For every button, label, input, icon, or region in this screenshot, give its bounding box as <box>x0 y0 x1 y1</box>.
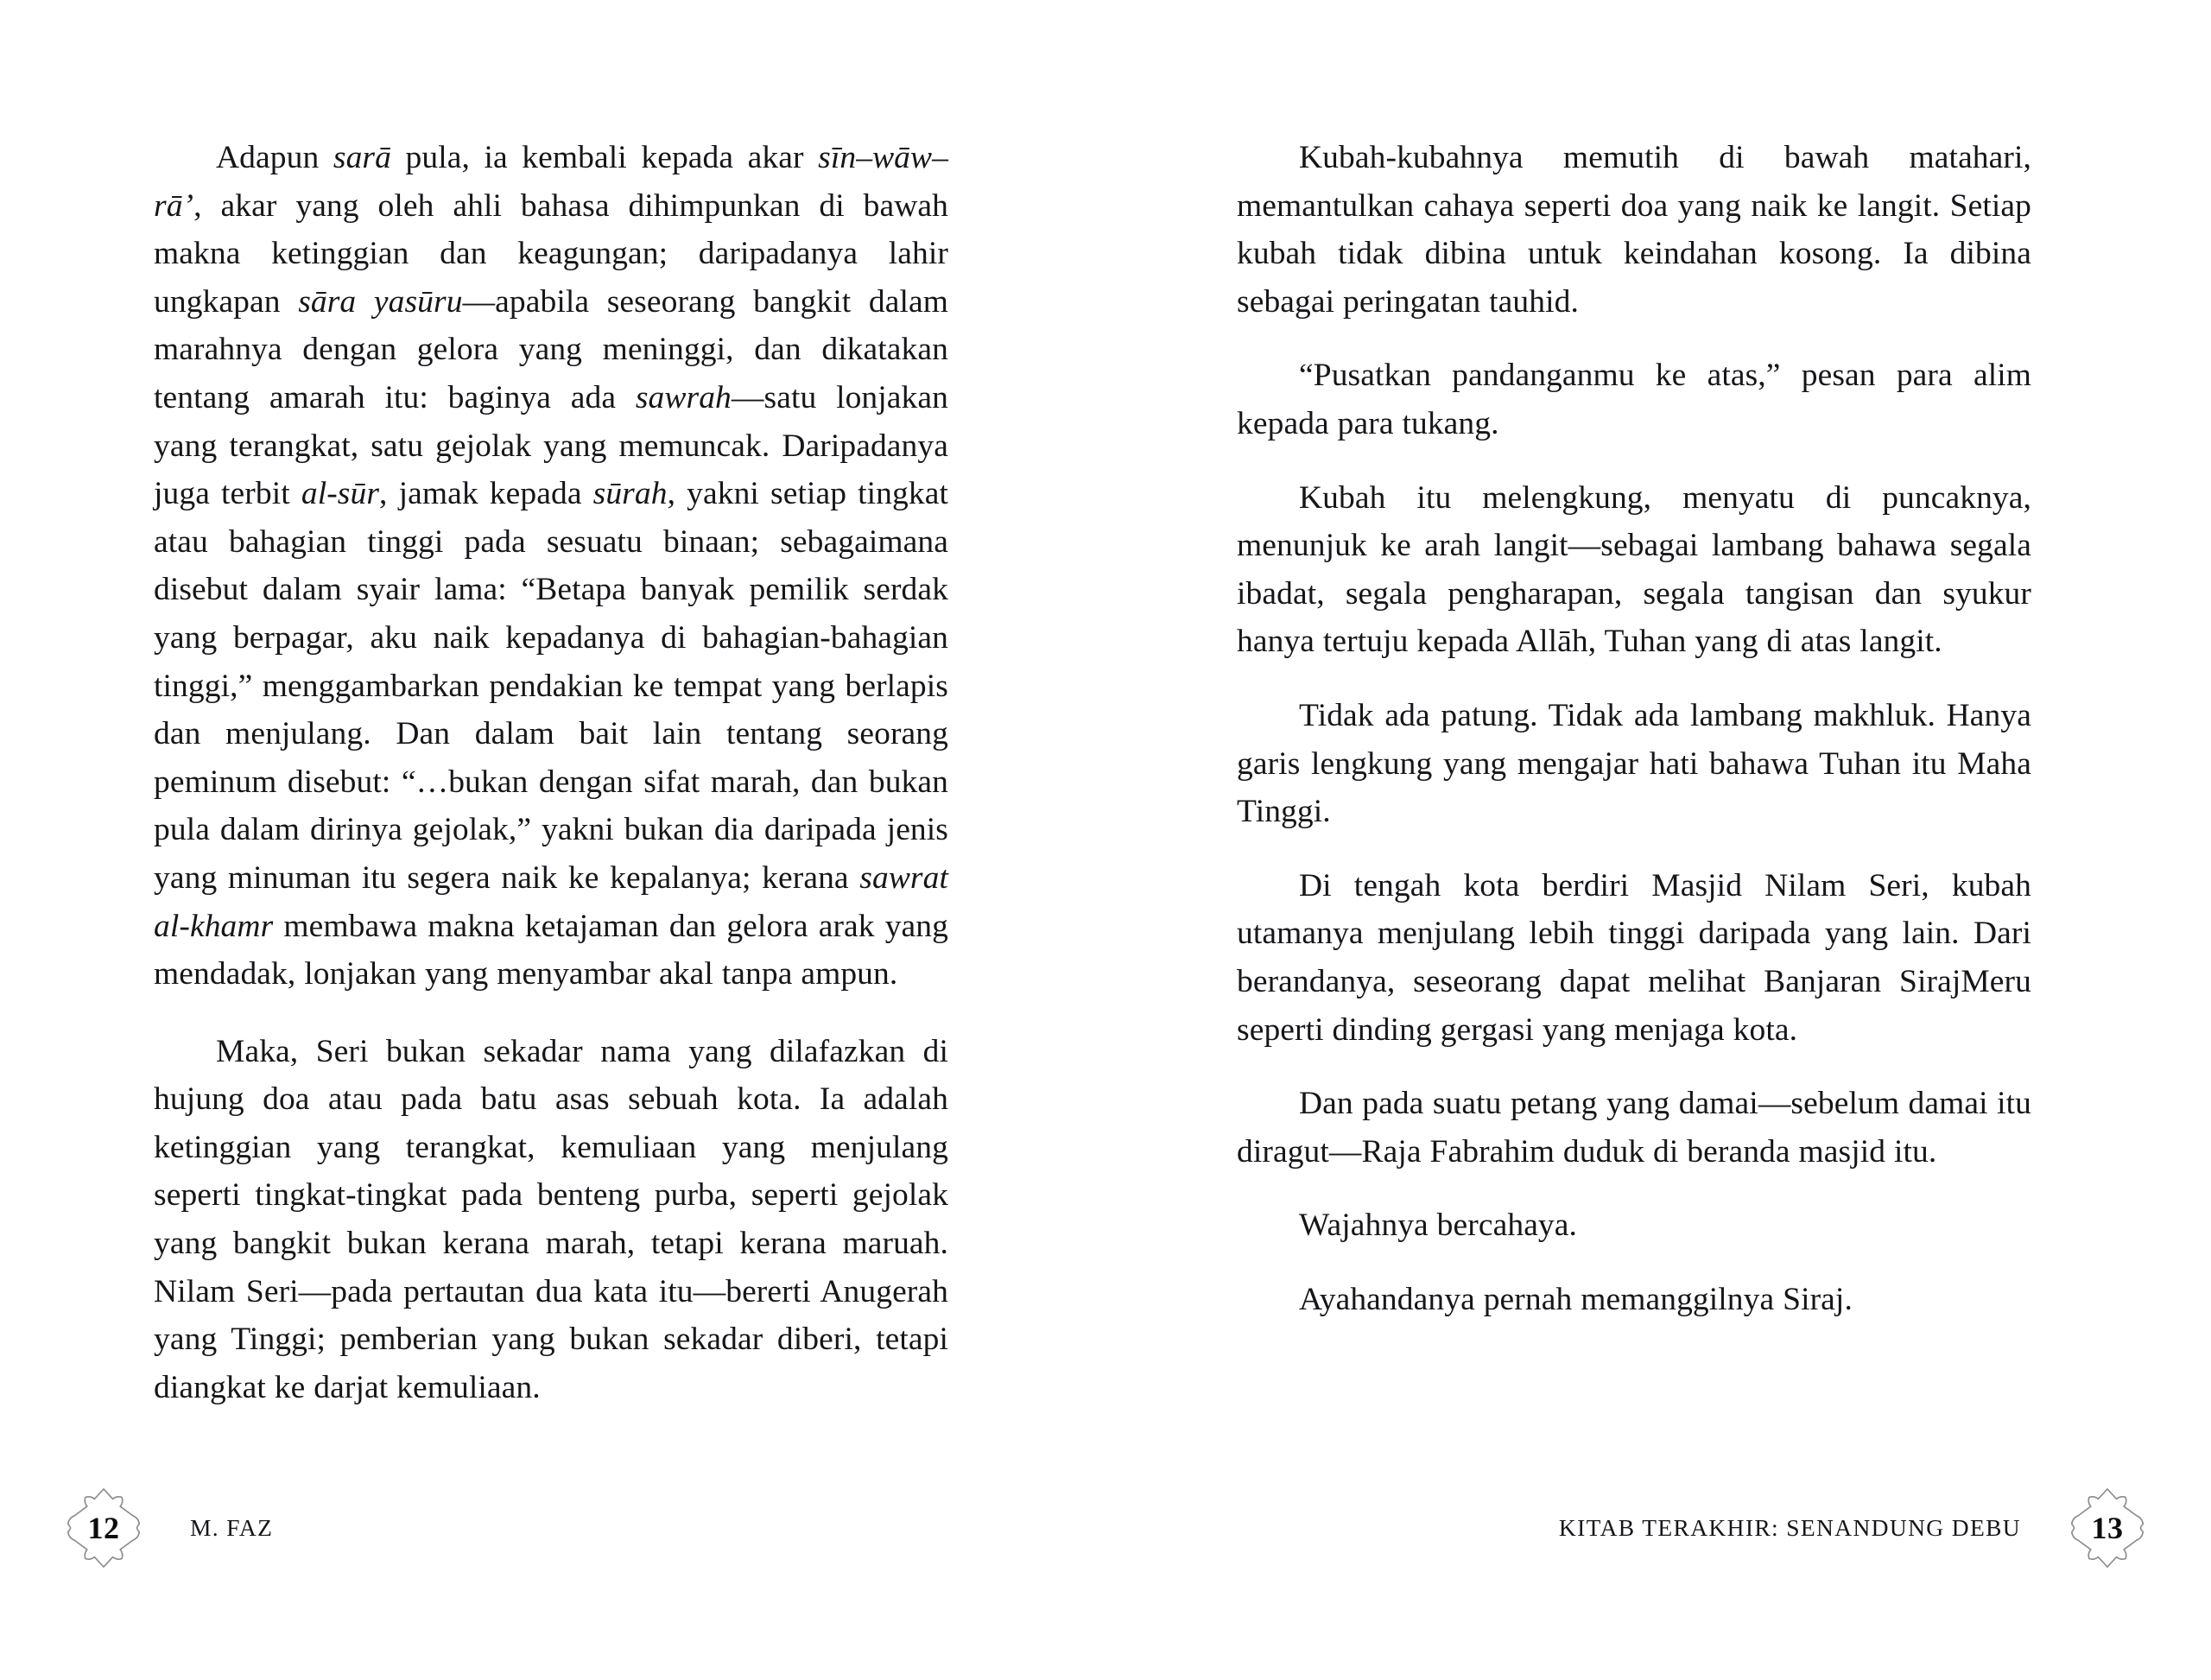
paragraph: Dan pada suatu petang yang damai—sebelum damai itu diragut—Raja Fabrahim duduk di beranda masjid itu. <box>1237 1086 2031 1170</box>
folio-number-recto: 13 <box>2091 1511 2124 1545</box>
spread-footer <box>0 1477 2211 1680</box>
paragraph: Adapun sarā pula, ia kembali kepada akar sīn–wāw–rā’, akar yang oleh ahli bahasa dihimpunkan di bawah makna ketinggian dan keagungan; daripadanya lahir ungkapan sāra yasūru—apabila seseorang bangkit dalam marahnya dengan gelora yang meninggi, dan dikatakan tentang amarah itu: baginya ada sawrah—satu lonjakan yang terangkat, satu gejolak yang memuncak. Daripadanya juga terbit al-sūr, jamak kepada sūrah, yakni setiap tingkat atau bahagian tinggi pada sesuatu binaan; sebagaimana disebut dalam syair lama: “Betapa banyak pemilik serdak yang berpagar, aku naik kepadanya di bahagian-bahagian tinggi,” menggambarkan pendakian ke tempat yang berlapis dan menjulang. Dan dalam bait lain tentang seorang peminum disebut: “…bukan dengan sifat marah, dan bukan pula dalam dirinya gejolak,” yakni bukan dia daripada jenis yang minuman itu segera naik ke kepalanya; kerana sawrat al-khamr membawa makna ketajaman dan gelora arak yang mendadak, lonjakan yang menyambar akal tanpa ampun. <box>154 140 948 992</box>
page-verso <box>0 134 1106 1477</box>
running-head-verso: M. FAZ <box>190 1514 274 1542</box>
folio-badge-recto <box>2066 1487 2149 1569</box>
paragraph: Wajahnya bercahaya. <box>1299 1208 1578 1244</box>
folio-badge-verso <box>62 1487 145 1569</box>
paragraph: Ayahandanya pernah memanggilnya Siraj. <box>1299 1281 1853 1317</box>
paragraph: Di tengah kota berdiri Masjid Nilam Seri, kubah utamanya menjulang lebih tinggi daripada yang lain. Dari berandanya, seseorang dapat melihat Banjaran SirajMeru seperti dinding gergasi yang menjaga kota. <box>1237 867 2031 1048</box>
paragraph: “Pusatkan pandanganmu ke atas,” pesan para alim kepada para tukang. <box>1237 358 2031 441</box>
paragraph: Maka, Seri bukan sekadar nama yang dilafazkan di hujung doa atau pada batu asas sebuah kota. Ia adalah ketinggian yang terangkat, kemuliaan yang menjulang seperti tingkat-tingkat pada benteng purba, seperti gejolak yang bangkit bukan kerana marah, tetapi kerana maruah. Nilam Seri—pada pertautan dua kata itu—bererti Anugerah yang Tinggi; pemberian yang bukan sekadar diberi, tetapi diangkat ke darjat kemuliaan. <box>154 1033 948 1405</box>
paragraph: Kubah-kubahnya memutih di bawah matahari, memantulkan cahaya seperti doa yang naik ke langit. Setiap kubah tidak dibina untuk keindahan kosong. Ia dibina sebagai peringatan tauhid. <box>1237 140 2031 320</box>
transliteration-term: sawrah <box>635 379 732 415</box>
footer-verso <box>0 1477 1106 1579</box>
transliteration-term: sāra yasūru <box>298 283 463 320</box>
page-recto <box>1106 134 2211 1477</box>
paragraph: Tidak ada patung. Tidak ada lambang makhluk. Hanya garis lengkung yang mengajar hati bahawa Tuhan itu Maha Tinggi. <box>1237 697 2031 830</box>
transliteration-term: al-sūr <box>301 476 380 512</box>
transliteration-term: sīn–wāw–rā’ <box>154 140 948 224</box>
transliteration-term: sūrah <box>592 476 668 512</box>
text-block-right <box>1237 134 2031 1323</box>
folio-number-verso: 12 <box>87 1511 120 1545</box>
transliteration-term: sawrat al-khamr <box>154 859 948 944</box>
transliteration-term: sarā <box>333 140 391 175</box>
paragraph-list-right <box>1237 134 2031 1323</box>
paragraph-list-left <box>154 134 948 1411</box>
running-head-recto: KITAB TERAKHIR: SENANDUNG DEBU <box>1558 1514 2021 1542</box>
text-block-left <box>154 134 948 1411</box>
footer-recto <box>1106 1477 2211 1579</box>
paragraph: Kubah itu melengkung, menyatu di puncaknya, menunjuk ke arah langit—sebagai lambang bahawa segala ibadat, segala pengharapan, segala tangisan dan syukur hanya tertuju kepada Allāh, Tuhan yang di atas langit. <box>1237 479 2031 660</box>
